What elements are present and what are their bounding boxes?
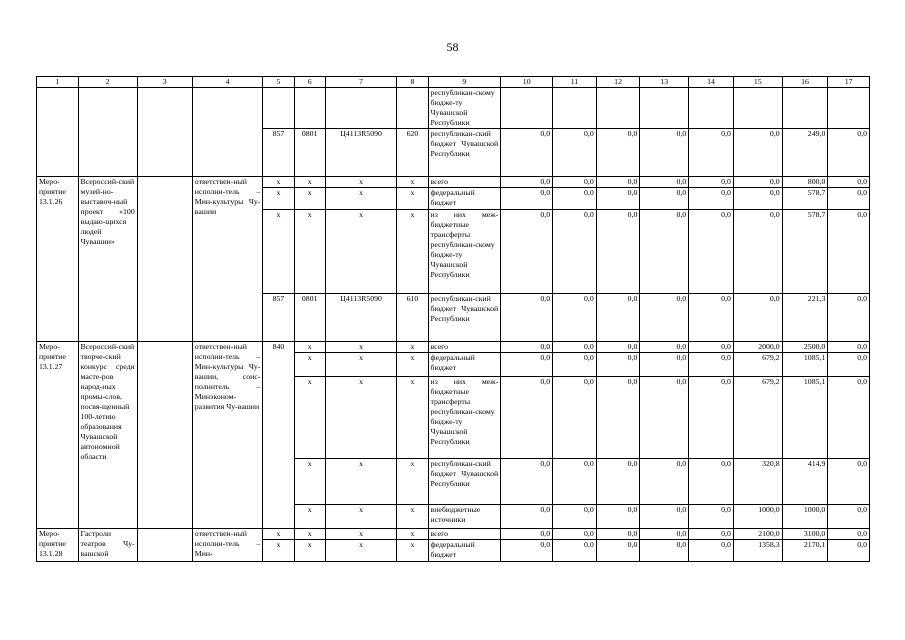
expense-type-code: x [397, 540, 428, 562]
value-cell: 0,0 [733, 294, 782, 342]
target-article-code: Ц4113R5090 [325, 294, 397, 342]
funding-source: внебюджетные источники [428, 505, 501, 529]
value-cell: 0,0 [828, 210, 870, 294]
empty-cell [137, 342, 192, 529]
empty-cell [263, 88, 294, 129]
value-cell: 0,0 [596, 529, 640, 540]
value-cell: 0,0 [828, 188, 870, 210]
empty-cell [325, 88, 397, 129]
grbs-code: 840 [263, 342, 294, 529]
value-cell: 0,0 [501, 129, 553, 177]
value-cell: 2500,0 [782, 342, 828, 353]
value-cell: 0,0 [828, 529, 870, 540]
target-article-code: Ц4113R5090 [325, 129, 397, 177]
value-cell: 2100,0 [733, 529, 782, 540]
value-cell: 3100,0 [782, 529, 828, 540]
value-cell: 249,0 [782, 129, 828, 177]
value-cell: 0,0 [501, 540, 553, 562]
value-cell: 0,0 [640, 353, 689, 377]
section-code: x [294, 377, 325, 459]
value-cell: 1000,0 [782, 505, 828, 529]
value-cell: 2000,0 [733, 342, 782, 353]
col-number: 1 [37, 77, 79, 88]
value-cell: 0,0 [501, 353, 553, 377]
event-name-cell [78, 88, 137, 177]
section-code: x [294, 188, 325, 210]
col-number: 5 [263, 77, 294, 88]
funding-source: республикан-ский бюджет Чувашской Республики [428, 294, 501, 342]
section-code: 0801 [294, 129, 325, 177]
value-cell: 0,0 [553, 377, 597, 459]
value-cell: 0,0 [553, 177, 597, 188]
funding-source: федеральный бюджет [428, 353, 501, 377]
value-cell: 0,0 [828, 342, 870, 353]
value-cell: 0,0 [553, 459, 597, 505]
funding-source: республикан-ский бюджет Чувашской Республики [428, 129, 501, 177]
col-number: 7 [325, 77, 397, 88]
executor: ответствен-ный исполни-тель – Мин-культуры Чу-вашии, соис-полнитель – Минэконом-развития Чу-вашии [192, 342, 263, 529]
col-number: 3 [137, 77, 192, 88]
value-cell: 0,0 [553, 188, 597, 210]
value-cell: 0,0 [553, 210, 597, 294]
grbs-code: x [263, 529, 294, 540]
value-cell: 0,0 [640, 294, 689, 342]
expense-type-code: x [397, 188, 428, 210]
value-cell: 1358,3 [733, 540, 782, 562]
event-cell [37, 88, 79, 177]
value-cell: 0,0 [640, 377, 689, 459]
expense-type-code: x [397, 459, 428, 505]
event-number: Меро-приятие 13.1.26 [37, 177, 79, 342]
col-number: 15 [733, 77, 782, 88]
value-cell: 0,0 [828, 294, 870, 342]
header-row [37, 77, 870, 88]
value-cell: 0,0 [596, 353, 640, 377]
value-cell: 0,0 [689, 177, 734, 188]
grbs-code: x [263, 188, 294, 210]
col-number: 13 [640, 77, 689, 88]
value-cell: 0,0 [689, 353, 734, 377]
section-code: x [294, 529, 325, 540]
section-code: 0801 [294, 294, 325, 342]
value-cell: 0,0 [596, 210, 640, 294]
budget-table [36, 76, 870, 562]
value-cell: 0,0 [689, 210, 734, 294]
funding-source: республикан-скому бюдже-ту Чувашской Республики [428, 88, 501, 129]
target-article-code: x [325, 210, 397, 294]
table-row [37, 342, 870, 353]
event-name: Гастроли театров Чу-вашской [78, 529, 137, 562]
event-number: Меро-приятие 13.1.27 [37, 342, 79, 529]
value-cell: 0,0 [501, 188, 553, 210]
value-cell: 0,0 [689, 459, 734, 505]
value-cell: 1085,1 [782, 377, 828, 459]
value-cell: 2170,1 [782, 540, 828, 562]
value-cell: 0,0 [640, 540, 689, 562]
value-cell: 0,0 [828, 540, 870, 562]
section-code: x [294, 353, 325, 377]
grbs-code: 857 [263, 294, 294, 342]
empty-cell [294, 88, 325, 129]
empty-cell [397, 88, 428, 129]
target-article-code: x [325, 188, 397, 210]
target-article-code: x [325, 177, 397, 188]
value-cell: 0,0 [596, 377, 640, 459]
expense-type-code: x [397, 342, 428, 353]
section-code: x [294, 210, 325, 294]
grbs-code: x [263, 177, 294, 188]
col-number: 8 [397, 77, 428, 88]
expense-type-code: x [397, 177, 428, 188]
section-code: x [294, 342, 325, 353]
section-code: x [294, 540, 325, 562]
value-cell: 0,0 [689, 129, 734, 177]
empty-cell [137, 88, 192, 177]
value-cell: 0,0 [828, 505, 870, 529]
value-cell: 0,0 [501, 177, 553, 188]
value-cell: 0,0 [596, 505, 640, 529]
value-cell: 0,0 [596, 188, 640, 210]
value-cell: 0,0 [689, 294, 734, 342]
empty-cell [137, 529, 192, 562]
value-cell: 0,0 [689, 342, 734, 353]
target-article-code: x [325, 529, 397, 540]
expense-type-code: 620 [397, 129, 428, 177]
value-cell: 0,0 [828, 459, 870, 505]
table-row [37, 177, 870, 188]
value-cell: 0,0 [733, 177, 782, 188]
value-cell: 0,0 [501, 294, 553, 342]
value-cell: 0,0 [596, 129, 640, 177]
expense-type-code: x [397, 505, 428, 529]
value-cell: 0,0 [828, 129, 870, 177]
value-cell: 0,0 [640, 459, 689, 505]
funding-source: всего [428, 342, 501, 353]
value-cell: 0,0 [733, 129, 782, 177]
value-cell: 0,0 [553, 529, 597, 540]
value-cell: 0,0 [640, 177, 689, 188]
col-number: 12 [596, 77, 640, 88]
expense-type-code: 610 [397, 294, 428, 342]
value-cell: 0,0 [501, 342, 553, 353]
value-cell: 0,0 [596, 540, 640, 562]
empty-cell [137, 177, 192, 342]
value-cell: 0,0 [689, 529, 734, 540]
table-row [37, 529, 870, 540]
value-cell: 0,0 [501, 210, 553, 294]
col-number: 14 [689, 77, 734, 88]
event-number: Меро-приятие 13.1.28 [37, 529, 79, 562]
event-name: Всероссий-ский музей-но-выставоч-ный проект «100 выдаю-щихся людей Чувашии» [78, 177, 137, 342]
value-cell: 0,0 [640, 188, 689, 210]
event-name: Всероссий-ский творче-ский конкурс среди масте-ров народ-ных промы-слов, посвя-щенный 100-летию образования Чувашской автономной области [78, 342, 137, 529]
value-cell: 414,9 [782, 459, 828, 505]
col-number: 17 [828, 77, 870, 88]
value-cell: 0,0 [553, 294, 597, 342]
value-cell: 0,0 [640, 129, 689, 177]
value-cell: 679,2 [733, 353, 782, 377]
value-cell: 0,0 [640, 529, 689, 540]
target-article-code: x [325, 377, 397, 459]
value-cell: 0,0 [501, 529, 553, 540]
expense-type-code: x [397, 210, 428, 294]
funding-source: федеральный бюджет [428, 540, 501, 562]
value-cell: 0,0 [501, 459, 553, 505]
value-cell: 0,0 [596, 294, 640, 342]
value-cell: 221,3 [782, 294, 828, 342]
section-code: x [294, 177, 325, 188]
page-number: 58 [446, 40, 459, 54]
value-cell: 0,0 [640, 505, 689, 529]
target-article-code: x [325, 353, 397, 377]
table-row [37, 88, 870, 129]
funding-source: из них меж-бюджетные трансферты республикан-скому бюдже-ту Чувашской Республики [428, 377, 501, 459]
col-number: 6 [294, 77, 325, 88]
value-cell: 0,0 [640, 342, 689, 353]
value-cell: 679,2 [733, 377, 782, 459]
value-cell: 0,0 [689, 188, 734, 210]
value-cell: 0,0 [689, 377, 734, 459]
value-cell: 0,0 [828, 377, 870, 459]
funding-source: всего [428, 177, 501, 188]
value-cell: 0,0 [553, 342, 597, 353]
value-cell: 0,0 [733, 188, 782, 210]
value-cell: 0,0 [828, 353, 870, 377]
value-cell: 0,0 [689, 505, 734, 529]
col-number: 2 [78, 77, 137, 88]
value-cell: 0,0 [501, 505, 553, 529]
grbs-code: 857 [263, 129, 294, 177]
value-cell: 0,0 [501, 377, 553, 459]
target-article-code: x [325, 505, 397, 529]
executor: ответствен-ный исполни-тель – Мин- [192, 529, 263, 562]
funding-source: из них меж-бюджетные трансферты республикан-скому бюдже-ту Чувашской Республики [428, 210, 501, 294]
col-number: 4 [192, 77, 263, 88]
col-number: 11 [553, 77, 597, 88]
section-code: x [294, 459, 325, 505]
value-cell: 1000,0 [733, 505, 782, 529]
value-cell: 0,0 [596, 459, 640, 505]
value-cell: 578,7 [782, 188, 828, 210]
section-code: x [294, 505, 325, 529]
value-cell: 800,0 [782, 177, 828, 188]
col-number: 9 [428, 77, 501, 88]
target-article-code: x [325, 540, 397, 562]
value-cell: 0,0 [596, 177, 640, 188]
expense-type-code: x [397, 353, 428, 377]
value-cell: 320,8 [733, 459, 782, 505]
funding-source: всего [428, 529, 501, 540]
value-cell: 0,0 [596, 342, 640, 353]
funding-source: федеральный бюджет [428, 188, 501, 210]
grbs-code: x [263, 540, 294, 562]
expense-type-code: x [397, 377, 428, 459]
value-cell: 0,0 [553, 540, 597, 562]
value-cell: 0,0 [689, 540, 734, 562]
value-cell: 0,0 [733, 210, 782, 294]
value-cell: 0,0 [828, 177, 870, 188]
value-cell: 0,0 [553, 353, 597, 377]
col-number: 10 [501, 77, 553, 88]
expense-type-code: x [397, 529, 428, 540]
value-cell: 0,0 [640, 210, 689, 294]
executor-cell [192, 88, 263, 177]
funding-source: республикан-ский бюджет Чувашской Республики [428, 459, 501, 505]
target-article-code: x [325, 459, 397, 505]
col-number: 16 [782, 77, 828, 88]
target-article-code: x [325, 342, 397, 353]
value-cell: 1085,1 [782, 353, 828, 377]
grbs-code: x [263, 210, 294, 294]
value-cell: 0,0 [553, 129, 597, 177]
executor: ответствен-ный исполни-тель – Мин-культуры Чу-вашии [192, 177, 263, 342]
value-cell: 578,7 [782, 210, 828, 294]
value-cell: 0,0 [553, 505, 597, 529]
